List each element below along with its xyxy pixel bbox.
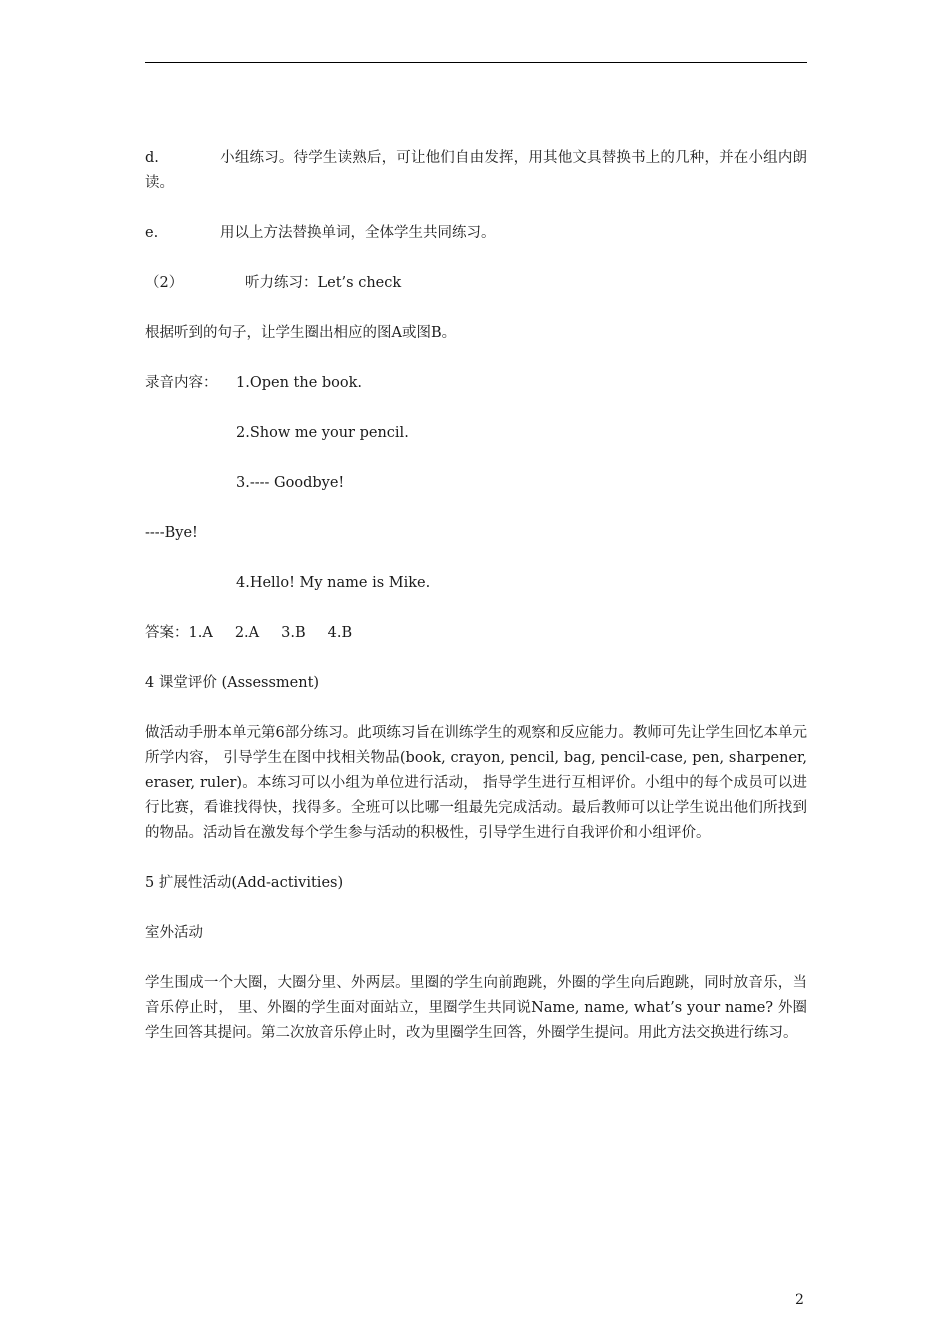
answer-item: 3.B — [281, 625, 306, 641]
section5-subheading: 室外活动 — [145, 925, 203, 941]
answer-item: 1.A — [188, 625, 213, 641]
answer-item: 2.A — [234, 625, 260, 641]
section5-body: 学生围成一个大圈，大圈分里、外两层。里圈的学生向前跑跳，外圈的学生向后跑跳，同时放音乐，当音乐停止时， 里、外圈的学生面对面站立，里圈学生共同说Name, name, what’s your name? 外圈学生回答其提问。第二次放音乐停止时，改为里圈学生回答，外圈学生提问。用此方法交换进行练习。 — [145, 975, 807, 1041]
section4-heading: 4 课堂评价 (Assessment) — [145, 675, 320, 691]
answers-label: 答案： — [145, 625, 189, 641]
instruction-text: 根据听到的句子，让学生圈出相应的图A或图B。 — [145, 325, 457, 341]
answers-line — [145, 621, 807, 646]
listening-text: 听力练习：Let’s check — [245, 275, 402, 291]
page-content — [145, 146, 807, 1071]
header-rule — [145, 62, 807, 63]
recording-line-5: 4.Hello! My name is Mike. — [236, 575, 431, 591]
item-text-d: 小组练习。待学生读熟后，可让他们自由发挥，用其他文具替换书上的几种，并在小组内朗读。 — [145, 150, 807, 191]
paragraph-d — [145, 146, 807, 196]
section5-heading: 5 扩展性活动(Add-activities) — [145, 875, 344, 891]
recording-item: 1.Open the book. — [236, 375, 363, 391]
recording-line-1 — [145, 371, 807, 396]
section4-body: 做活动手册本单元第6部分练习。此项练习旨在训练学生的观察和反应能力。教师可先让学生回忆本单元所学内容， 引导学生在图中找相关物品(book, crayon, pencil, bag, pencil-case, pen, sharpener, eraser, ruler)。本练习可以小组为单位进行活动， 指导学生进行互相评价。小组中的每个成员可以进行比赛，看谁找得快，找得多。全班可以比哪一组最先完成活动。最后教师可以让学生说出他们所找到的物品。活动旨在激发每个学生参与活动的积极性，引导学生进行自我评价和小组评价。 — [145, 725, 807, 841]
item-label-e: e. — [145, 225, 159, 241]
paragraph-e — [145, 221, 807, 246]
recording-line-3: 3.---- Goodbye! — [236, 475, 345, 491]
listening-heading — [145, 271, 807, 296]
item-label-d: d. — [145, 150, 159, 166]
recording-label: 录音内容： — [145, 375, 218, 391]
recording-line-4: ----Bye! — [145, 525, 198, 541]
answer-item: 4.B — [327, 625, 353, 641]
listening-label: （2） — [145, 275, 184, 291]
page-number: 2 — [795, 1292, 804, 1308]
recording-line-2: 2.Show me your pencil. — [236, 425, 409, 441]
item-text-e: 用以上方法替换单词，全体学生共同练习。 — [220, 225, 496, 241]
